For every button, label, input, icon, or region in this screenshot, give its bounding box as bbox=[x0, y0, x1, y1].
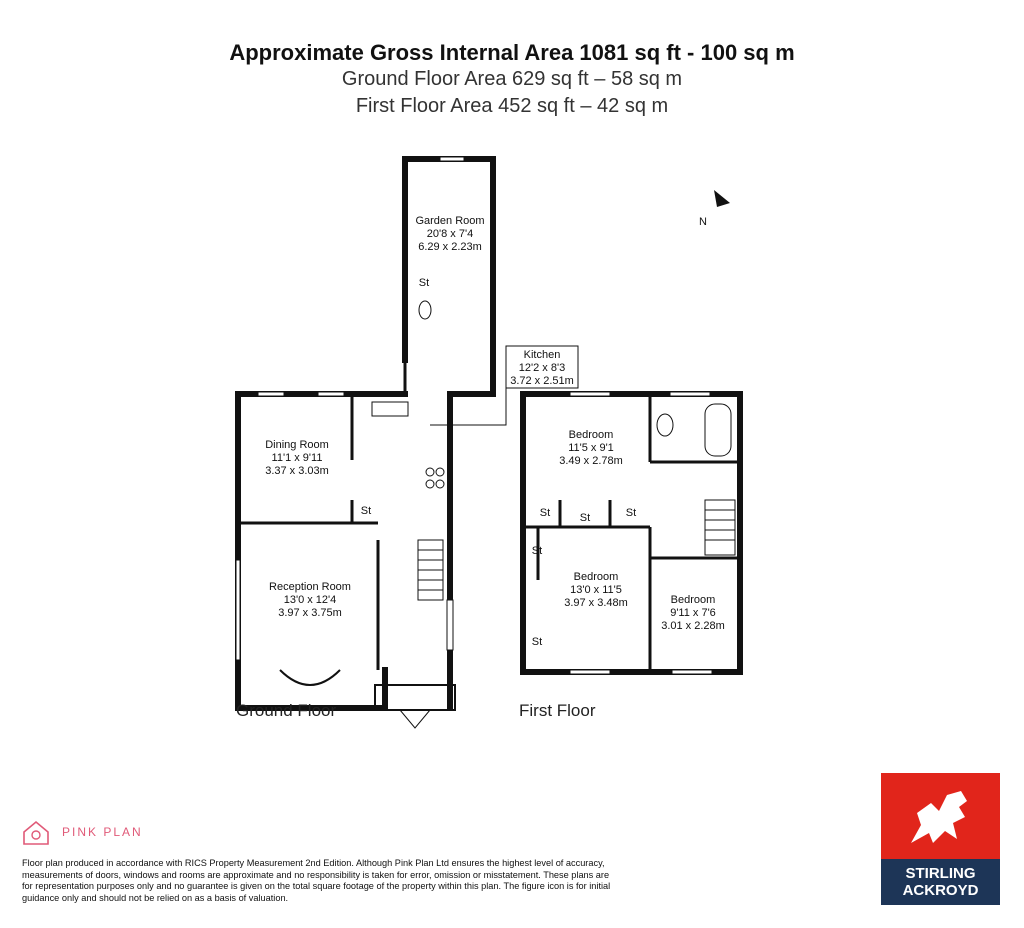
dining-room-name: Dining Room bbox=[265, 439, 329, 451]
garden-room-metric: 6.29 x 2.23m bbox=[418, 241, 482, 253]
dining-room-metric: 3.37 x 3.03m bbox=[265, 465, 329, 477]
brand-line-1: STIRLING bbox=[905, 865, 976, 882]
ground-stairs bbox=[418, 540, 443, 600]
reception-room-imperial: 13'0 x 12'4 bbox=[283, 594, 337, 606]
reception-room-metric: 3.97 x 3.75m bbox=[278, 607, 342, 619]
garden-room-wall bbox=[405, 159, 493, 392]
kitchen-name: Kitchen bbox=[523, 349, 561, 361]
store-label: St bbox=[531, 545, 543, 557]
bedroom-2-name: Bedroom bbox=[573, 571, 619, 583]
sink-icon bbox=[372, 402, 408, 416]
bedroom-2-metric: 3.97 x 3.48m bbox=[564, 597, 628, 609]
bedroom-3-name: Bedroom bbox=[670, 594, 716, 606]
store-label: St bbox=[531, 636, 543, 648]
hob-icon bbox=[426, 468, 444, 488]
garden-room-name: Garden Room bbox=[415, 215, 485, 227]
bath-icon bbox=[705, 404, 731, 456]
store-label: St bbox=[539, 507, 551, 519]
brand-griffin-panel bbox=[881, 773, 1000, 859]
garden-room-imperial: 20'8 x 7'4 bbox=[426, 228, 474, 240]
stirling-ackroyd-logo bbox=[881, 773, 1000, 905]
kitchen-metric: 3.72 x 2.51m bbox=[510, 375, 574, 387]
north-arrow-icon bbox=[714, 190, 730, 207]
first-floor-label: First Floor bbox=[519, 701, 596, 720]
bay-window bbox=[280, 670, 340, 685]
bedroom-3-imperial: 9'11 x 7'6 bbox=[670, 607, 716, 619]
reception-room-name: Reception Room bbox=[269, 581, 351, 593]
brand-line-2: ACKROYD bbox=[902, 882, 979, 899]
first-stairs bbox=[705, 500, 735, 555]
store-label: St bbox=[625, 507, 637, 519]
toilet-icon bbox=[657, 414, 673, 436]
first-floor-area: First Floor Area 452 sq ft – 42 sq m bbox=[355, 95, 669, 117]
toilet-icon bbox=[419, 301, 431, 319]
dining-room-imperial: 11'1 x 9'11 bbox=[271, 452, 323, 464]
disclaimer-text: Floor plan produced in accordance with RICS Property Measurement 2nd Edition. Although Pink Plan Ltd ensures the highest level of accuracy, measurements of doors, windows and rooms are approximate and no responsibility is taken for error, omission or misstatement. These plans are for representation purposes only and no guarantee is given on the total square footage of the property within this plan. The figure icon is for initial guidance only and should not be relied on as a basis of valuation. bbox=[22, 858, 611, 903]
kitchen-imperial: 12'2 x 8'3 bbox=[518, 362, 566, 374]
compass-label: N bbox=[699, 216, 707, 228]
pink-plan-text: PINK PLAN bbox=[62, 825, 143, 839]
bedroom-3-metric: 3.01 x 2.28m bbox=[661, 620, 725, 632]
bedroom-1-imperial: 11'5 x 9'1 bbox=[568, 442, 614, 454]
ground-floor-label: Ground Floor bbox=[236, 701, 337, 720]
bedroom-1-metric: 3.49 x 2.78m bbox=[559, 455, 623, 467]
griffin-icon bbox=[881, 773, 1000, 859]
bedroom-2-imperial: 13'0 x 11'5 bbox=[570, 584, 622, 596]
brand-name-panel bbox=[881, 859, 1000, 905]
bedroom-1-name: Bedroom bbox=[568, 429, 614, 441]
plan-title: Approximate Gross Internal Area 1081 sq ft - 100 sq m bbox=[229, 40, 795, 65]
store-label: St bbox=[418, 277, 430, 289]
store-label: St bbox=[579, 512, 591, 524]
front-door-swing bbox=[400, 710, 430, 728]
ground-floor-area: Ground Floor Area 629 sq ft – 58 sq m bbox=[341, 68, 683, 90]
store-label: St bbox=[360, 505, 372, 517]
